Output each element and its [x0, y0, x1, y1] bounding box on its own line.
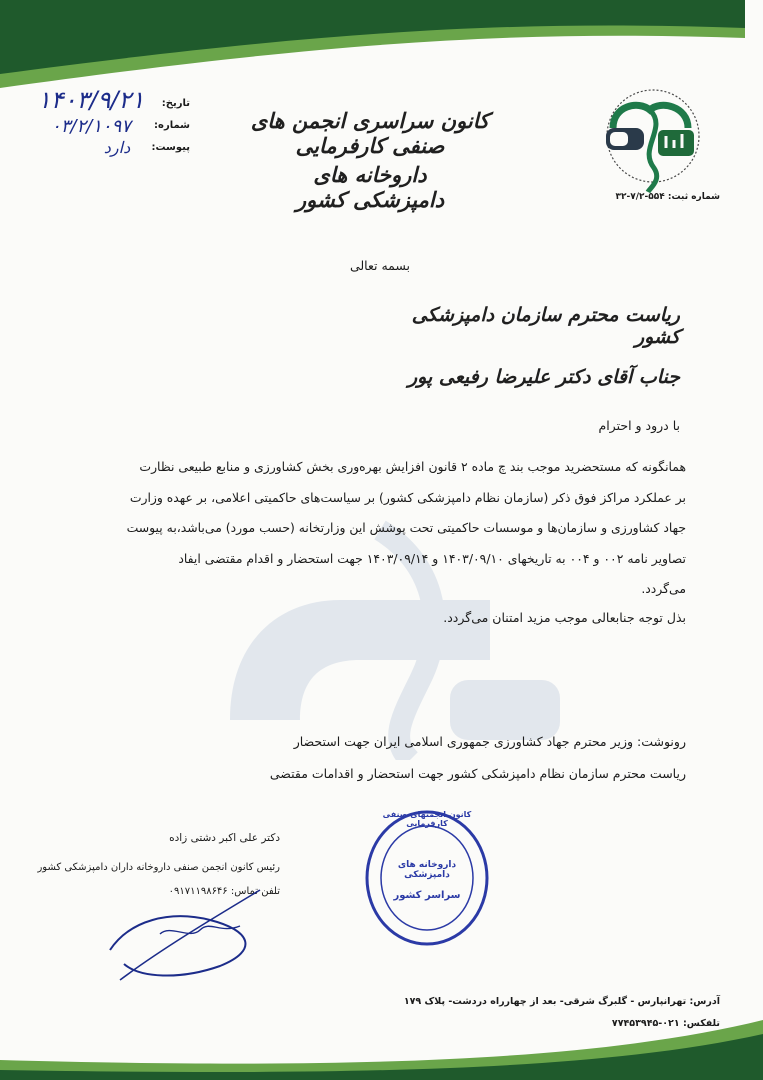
letter-body — [62, 452, 686, 605]
stamp-center-line-2: سراسر کشور — [393, 890, 461, 901]
cc-line-2: ریاست محترم سازمان نظام دامپزشکی کشور جهت استحضار و اقدامات مقتضی — [269, 766, 686, 781]
date-label: تاریخ: — [161, 98, 190, 109]
closing-line: بذل توجه جنابعالی موجب مزید امتنان می‌گردد. — [443, 610, 686, 625]
bottom-band — [0, 1000, 763, 1080]
footer-address: آدرس: تهرانپارس - گلبرگ شرقی- بعد از چهارراه دردشت- پلاک ۱۷۹ — [403, 996, 720, 1007]
attachment-value: دارد — [103, 138, 131, 157]
handwritten-signature — [100, 880, 270, 990]
body-line: بر عملکرد مراکز فوق ذکر (سازمان نظام دامپزشکی کشور) بر سیاست‌های حاکمیتی اعلامی، بر عهده وزارت — [129, 489, 686, 505]
body-line: جهاد کشاورزی و سازمان‌ها و موسسات حاکمیتی تحت پوشش این وزارتخانه (حسب مورد) می‌باشد،به پیوست — [126, 520, 686, 535]
attachment-label: پیوست: — [151, 142, 190, 153]
signer-title: رئیس کانون انجمن صنفی داروخانه داران دامپزشکی کشور — [37, 862, 280, 873]
cc-line-1: رونوشت: وزیر محترم جهاد کشاورزی جمهوری اسلامی ایران جهت استحضار — [293, 734, 686, 749]
org-stamp — [362, 808, 492, 948]
org-subtitle: داروخانه های دامپزشکی کشور — [295, 162, 445, 212]
footer-phone: تلفکس: ۰۲۱-۷۷۴۵۳۹۴۵ — [611, 1018, 720, 1029]
number-label: شماره: — [154, 120, 190, 131]
org-logo — [588, 88, 718, 193]
recipient-line-1: ریاست محترم سازمان دامپزشکی کشور — [411, 304, 680, 348]
signer-phone: تلفن تماس: ۰۹۱۷۱۱۹۸۶۴۶ — [168, 886, 280, 897]
registration-number: شماره ثبت: ۵۵۴-۷/۲-۳۲ — [615, 192, 720, 202]
invocation: بسمه تعالی — [349, 258, 411, 273]
signer-name: دکتر علی اکبر دشتی زاده — [169, 832, 280, 844]
number-value: ۰۳/۲/۱۰۹۷ — [51, 116, 131, 137]
recipient-line-2: جناب آقای دکتر علیرضا رفیعی پور — [407, 366, 680, 388]
body-line: تصاویر نامه ۰۰۲ و ۰۰۴ به تاریخهای ۱۴۰۳/۰۹/۱۰ و ۱۴۰۳/۰۹/۱۴ جهت استحضار و اقدام مقتضی ایفاد — [178, 550, 686, 566]
date-value: ۱۴۰۳/۹/۲۱ — [37, 86, 145, 114]
body-line: همانگونه که مستحضرید موجب بند چ ماده ۲ قانون افزایش بهره‌وری بخش کشاورزی و منابع طبیعی نظارت — [139, 459, 686, 474]
greeting: با درود و احترام — [598, 418, 680, 433]
stamp-center-line-1: داروخانه های دامپزشکی — [397, 860, 457, 880]
stamp-outer-text: کانون انجمنهای صنفی کارفرمایی — [382, 810, 472, 828]
body-line: می‌گردد. — [641, 581, 686, 596]
org-title: کانون سراسری انجمن های صنفی کارفرمایی — [250, 108, 490, 158]
